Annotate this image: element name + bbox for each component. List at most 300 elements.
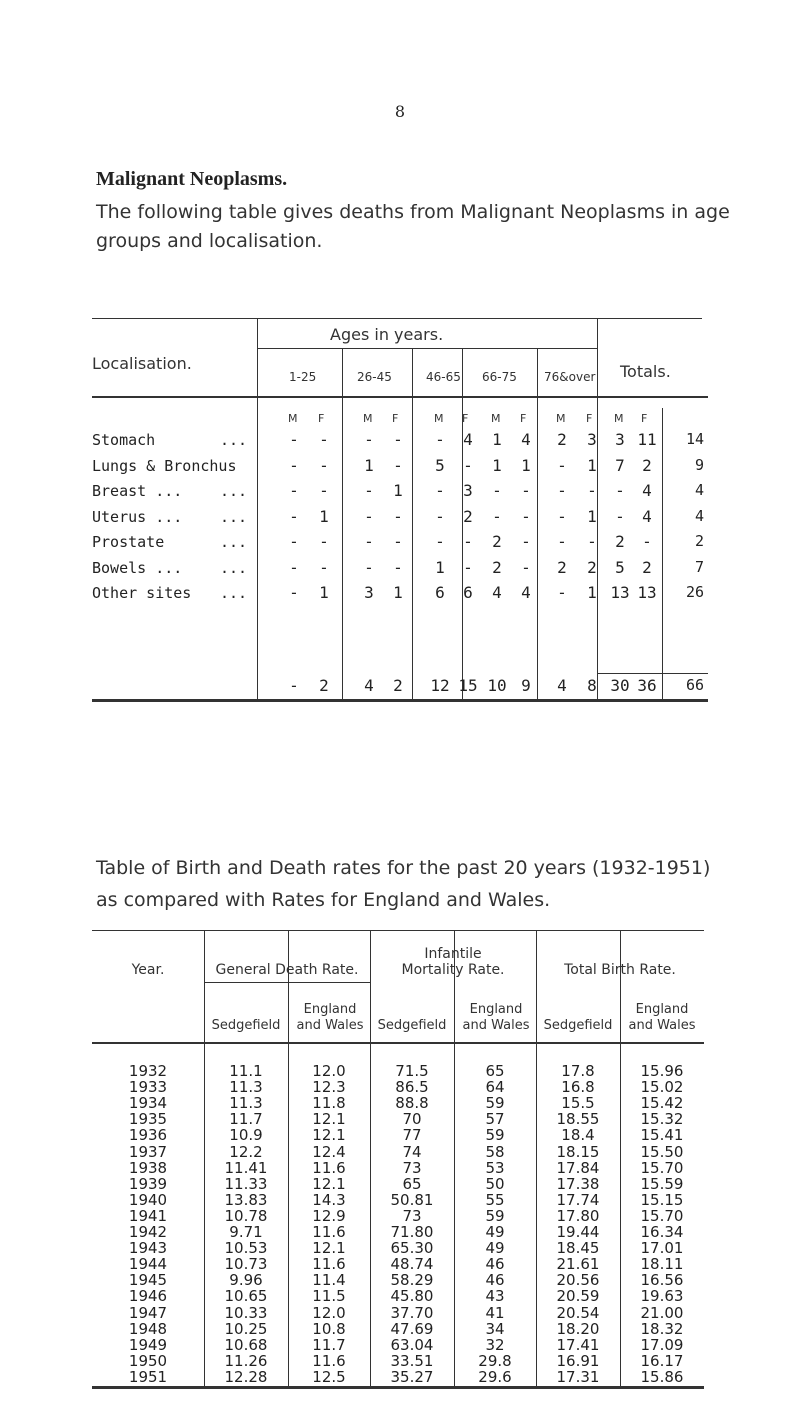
year-cell: 1945 <box>128 1271 168 1290</box>
grand-total: 66 <box>685 676 704 694</box>
table-cell: - <box>435 507 445 526</box>
rate-cell: 70 <box>402 1110 422 1129</box>
table-cell: - <box>521 532 531 551</box>
rate-cell: 49 <box>485 1223 505 1241</box>
table-cell: 1 <box>587 583 597 602</box>
sub-england: England <box>635 1002 689 1017</box>
age-group-header: 66-75 <box>482 370 517 384</box>
totals-cell: 2 <box>393 676 403 695</box>
table-rule <box>257 318 258 702</box>
bottom-rule <box>92 699 708 702</box>
rate-cell: 12.1 <box>312 1239 346 1258</box>
age-group-header: 46-65 <box>426 370 461 384</box>
rate-cell: 19.63 <box>640 1287 684 1306</box>
year-cell: 1938 <box>128 1158 168 1177</box>
totals-cell: - <box>289 676 299 695</box>
neoplasms-table <box>92 318 708 703</box>
table-cell: 1 <box>492 430 502 449</box>
sex-m-label: M <box>614 412 624 425</box>
rate-cell: 19.44 <box>556 1223 600 1241</box>
rate-cell: 17.41 <box>556 1335 600 1354</box>
rate-cell: 15.70 <box>640 1206 684 1225</box>
rate-cell: 15.15 <box>640 1190 684 1209</box>
rate-cell: 12.0 <box>312 1303 346 1322</box>
table-cell: - <box>435 481 445 500</box>
table-cell: 2 <box>642 456 652 475</box>
totals-cell: 4 <box>364 676 374 695</box>
rate-cell: 11.4 <box>312 1271 346 1290</box>
totals-cell: 2 <box>319 676 329 695</box>
sex-f-label: F <box>318 412 325 425</box>
sex-f-label: F <box>520 412 527 425</box>
rate-cell: 12.3 <box>312 1078 346 1097</box>
rate-cell: 18.32 <box>640 1319 684 1338</box>
table-cell: 1 <box>435 558 445 577</box>
table-cell: - <box>319 481 329 500</box>
table-cell: - <box>319 558 329 577</box>
year-cell: 1939 <box>128 1174 168 1193</box>
table-cell: - <box>289 430 299 449</box>
table-rule <box>537 348 538 702</box>
table-cell: - <box>289 532 299 551</box>
table-cell: 11 <box>637 430 657 449</box>
rate-cell: 48.74 <box>390 1255 434 1274</box>
table-cell: 2 <box>587 558 597 577</box>
rate-cell: 41 <box>485 1303 505 1322</box>
sex-m-label: M <box>434 412 444 425</box>
table-cell: 4 <box>463 430 473 449</box>
rate-cell: 17.8 <box>561 1062 595 1080</box>
rate-cell: 20.54 <box>556 1303 600 1322</box>
rate-cell: 17.09 <box>640 1335 684 1354</box>
rate-cell: 13.83 <box>224 1190 268 1209</box>
table-cell: 1 <box>393 481 403 500</box>
rate-cell: 18.55 <box>556 1110 600 1129</box>
year-cell: 1944 <box>128 1255 168 1274</box>
rate-cell: 15.42 <box>640 1094 684 1113</box>
table-cell: 1 <box>587 507 597 526</box>
header-totals: Totals. <box>620 362 671 381</box>
table-cell: - <box>463 456 473 475</box>
rate-cell: 20.56 <box>556 1271 600 1290</box>
rate-cell: 11.6 <box>312 1158 346 1177</box>
rate-cell: 63.04 <box>390 1335 434 1354</box>
sex-f-label: F <box>586 412 593 425</box>
table-cell: - <box>393 532 403 551</box>
rate-cell: 11.3 <box>229 1094 263 1113</box>
rate-cell: 12.1 <box>312 1110 346 1129</box>
rate-cell: 17.38 <box>556 1174 600 1193</box>
totals-cell: 15 <box>458 676 478 695</box>
rate-cell: 12.5 <box>312 1367 346 1386</box>
age-group-header: 76&over <box>544 370 596 384</box>
rate-cell: 10.33 <box>224 1303 268 1322</box>
table-cell: - <box>364 558 374 577</box>
rate-cell: 73 <box>402 1206 422 1225</box>
rates-table <box>92 930 708 1390</box>
rate-cell: 15.41 <box>640 1126 684 1145</box>
header-year: Year. <box>131 962 165 978</box>
year-cell: 1935 <box>128 1110 168 1129</box>
rate-cell: 50.81 <box>390 1190 434 1209</box>
table-cell: - <box>319 456 329 475</box>
rate-cell: 11.6 <box>312 1351 346 1370</box>
table-cell: - <box>364 430 374 449</box>
rate-cell: 74 <box>402 1142 422 1161</box>
rate-cell: 12.28 <box>224 1367 268 1386</box>
sex-m-label: M <box>556 412 566 425</box>
row-label: Bowels ... <box>92 559 183 577</box>
row-total: 9 <box>694 456 704 474</box>
rate-cell: 11.7 <box>229 1110 263 1129</box>
rate-cell: 17.74 <box>556 1190 600 1209</box>
table-cell: - <box>557 532 567 551</box>
table-cell: 5 <box>435 456 445 475</box>
rate-cell: 11.7 <box>312 1335 346 1354</box>
table-cell: - <box>393 430 403 449</box>
totals-cell: 30 <box>610 676 630 695</box>
top-rule <box>92 318 702 319</box>
rate-cell: 18.15 <box>556 1142 600 1161</box>
rate-cell: 11.26 <box>224 1351 268 1370</box>
row-label: Breast ... <box>92 482 183 500</box>
table-cell: - <box>642 532 652 551</box>
rate-cell: 59 <box>485 1094 505 1113</box>
rate-cell: 11.33 <box>224 1174 268 1193</box>
rate-cell: 16.91 <box>556 1351 600 1370</box>
year-cell: 1937 <box>128 1142 168 1161</box>
rate-cell: 17.80 <box>556 1206 600 1225</box>
table-cell: - <box>521 481 531 500</box>
row-label: Prostate <box>92 533 165 551</box>
year-cell: 1948 <box>128 1319 168 1338</box>
table-cell: 5 <box>615 558 625 577</box>
table-cell: - <box>393 558 403 577</box>
table-cell: 4 <box>521 583 531 602</box>
rate-cell: 18.4 <box>561 1126 595 1145</box>
sub-england: England <box>469 1002 523 1017</box>
table-cell: - <box>557 583 567 602</box>
table-cell: 2 <box>642 558 652 577</box>
rate-cell: 18.20 <box>556 1319 600 1338</box>
rate-cell: 29.6 <box>478 1367 512 1386</box>
row-dots: ... <box>220 508 248 526</box>
table-cell: - <box>615 507 625 526</box>
totals-cell: 4 <box>557 676 567 695</box>
rate-cell: 17.01 <box>640 1239 684 1258</box>
table-cell: - <box>289 507 299 526</box>
row-total: 4 <box>694 507 704 525</box>
table-cell: 1 <box>521 456 531 475</box>
table-cell: 1 <box>492 456 502 475</box>
row-dots: ... <box>220 559 248 577</box>
table-cell: 1 <box>364 456 374 475</box>
rate-cell: 16.34 <box>640 1223 684 1241</box>
sex-m-label: M <box>363 412 373 425</box>
table-cell: 2 <box>492 558 502 577</box>
table-cell: 13 <box>637 583 657 602</box>
table-cell: 4 <box>521 430 531 449</box>
rate-cell: 71.5 <box>395 1062 429 1080</box>
row-label: Stomach <box>92 431 156 449</box>
table-cell: 1 <box>393 583 403 602</box>
rate-cell: 32 <box>485 1335 505 1354</box>
table-cell: 4 <box>642 481 652 500</box>
table-cell: - <box>557 456 567 475</box>
rate-cell: 65.30 <box>390 1239 434 1258</box>
table-cell: - <box>289 583 299 602</box>
age-group-header: 26-45 <box>357 370 392 384</box>
table-cell: - <box>521 558 531 577</box>
year-cell: 1943 <box>128 1239 168 1258</box>
rate-cell: 10.68 <box>224 1335 268 1354</box>
sex-f-label: F <box>462 412 469 425</box>
rate-cell: 11.41 <box>224 1158 268 1177</box>
rate-cell: 59 <box>485 1206 505 1225</box>
rate-cell: 12.0 <box>312 1062 346 1080</box>
rate-cell: 15.70 <box>640 1158 684 1177</box>
table-cell: - <box>492 481 502 500</box>
header-birth-rate: Total Birth Rate. <box>564 962 676 978</box>
table-cell: 2 <box>557 430 567 449</box>
row-label: Other sites <box>92 584 192 602</box>
table-cell: - <box>587 532 597 551</box>
table-cell: 4 <box>642 507 652 526</box>
top-rule <box>92 930 704 931</box>
rates-intro: Table of Birth and Death rates for the past 20 years (1932-1951) as compared with Rates for England and Wales. <box>96 857 711 911</box>
rate-cell: 15.02 <box>640 1078 684 1097</box>
rate-cell: 15.32 <box>640 1110 684 1129</box>
totals-cell: 8 <box>587 676 597 695</box>
rate-cell: 77 <box>402 1126 422 1145</box>
year-cell: 1947 <box>128 1303 168 1322</box>
rate-cell: 45.80 <box>390 1287 434 1306</box>
year-cell: 1932 <box>128 1062 168 1080</box>
rate-cell: 15.50 <box>640 1142 684 1161</box>
table-cell: - <box>289 481 299 500</box>
year-cell: 1934 <box>128 1094 168 1113</box>
rate-cell: 43 <box>485 1287 505 1306</box>
row-total: 26 <box>685 583 704 601</box>
bottom-rule <box>92 1386 704 1389</box>
rate-cell: 11.1 <box>229 1062 263 1080</box>
table-cell: - <box>557 507 567 526</box>
sex-m-label: M <box>288 412 298 425</box>
death-subrule <box>204 982 370 983</box>
table-cell: - <box>463 532 473 551</box>
rate-cell: 10.25 <box>224 1319 268 1338</box>
table-cell: - <box>364 481 374 500</box>
rate-cell: 49 <box>485 1239 505 1258</box>
rate-cell: 71.80 <box>390 1223 434 1241</box>
table-cell: 2 <box>463 507 473 526</box>
rate-cell: 73 <box>402 1158 422 1177</box>
rate-cell: 21.00 <box>640 1303 684 1322</box>
rate-cell: 11.8 <box>312 1094 346 1113</box>
table-cell: - <box>364 507 374 526</box>
rate-cell: 65 <box>402 1174 422 1193</box>
header-rule <box>92 1042 704 1044</box>
table-cell: 2 <box>492 532 502 551</box>
header-ages: Ages in years. <box>330 325 444 344</box>
sub-sedgefield: Sedgefield <box>543 1018 613 1033</box>
rate-cell: 16.8 <box>561 1078 595 1097</box>
header-rule <box>92 396 708 398</box>
rate-cell: 35.27 <box>390 1367 434 1386</box>
table-cell: 6 <box>435 583 445 602</box>
rate-cell: 17.84 <box>556 1158 600 1177</box>
table-cell: 3 <box>615 430 625 449</box>
rate-cell: 12.9 <box>312 1206 346 1225</box>
year-cell: 1940 <box>128 1190 168 1209</box>
rate-cell: 12.4 <box>312 1142 346 1161</box>
row-dots: ... <box>220 482 248 500</box>
table-cell: 4 <box>492 583 502 602</box>
rate-cell: 16.56 <box>640 1271 684 1290</box>
year-cell: 1949 <box>128 1335 168 1354</box>
table-cell: 2 <box>615 532 625 551</box>
rate-cell: 15.86 <box>640 1367 684 1386</box>
rate-cell: 15.96 <box>640 1062 684 1080</box>
sex-f-label: F <box>392 412 399 425</box>
rate-cell: 16.17 <box>640 1351 684 1370</box>
rate-cell: 10.8 <box>312 1319 346 1338</box>
row-total: 7 <box>694 558 704 576</box>
table-cell: - <box>289 456 299 475</box>
rate-cell: 10.9 <box>229 1126 263 1145</box>
sub-england: England <box>303 1002 357 1017</box>
rate-cell: 88.8 <box>395 1094 429 1113</box>
table-cell: - <box>615 481 625 500</box>
table-cell: - <box>319 430 329 449</box>
rate-cell: 10.73 <box>224 1255 268 1274</box>
rate-cell: 65 <box>485 1062 505 1080</box>
table-cell: - <box>319 532 329 551</box>
table-cell: 3 <box>364 583 374 602</box>
row-total: 4 <box>694 481 704 499</box>
table-cell: 3 <box>587 430 597 449</box>
rate-cell: 29.8 <box>478 1351 512 1370</box>
table-cell: - <box>521 507 531 526</box>
rate-cell: 10.53 <box>224 1239 268 1258</box>
rate-cell: 34 <box>485 1319 505 1338</box>
header-localisation: Localisation. <box>92 354 192 373</box>
rate-cell: 11.5 <box>312 1287 346 1306</box>
rate-cell: 9.71 <box>229 1223 263 1241</box>
row-dots: ... <box>220 584 248 602</box>
rate-cell: 17.31 <box>556 1367 600 1386</box>
rate-cell: 58 <box>485 1142 505 1161</box>
header-infant-1: Infantile <box>424 946 482 962</box>
sub-wales: and Wales <box>296 1018 364 1033</box>
table-cell: 1 <box>587 456 597 475</box>
page-number: 8 <box>394 102 406 121</box>
table-cell: - <box>435 532 445 551</box>
rate-cell: 21.61 <box>556 1255 600 1274</box>
rate-cell: 10.78 <box>224 1206 268 1225</box>
rate-cell: 47.69 <box>390 1319 434 1338</box>
age-group-header: 1-25 <box>289 370 317 384</box>
table-rule <box>412 348 413 702</box>
header-infant-2: Mortality Rate. <box>401 962 505 978</box>
rate-cell: 12.1 <box>312 1126 346 1145</box>
table-rule <box>342 348 343 702</box>
year-cell: 1942 <box>128 1223 168 1241</box>
rate-cell: 12.2 <box>229 1142 263 1161</box>
sub-sedgefield: Sedgefield <box>377 1018 447 1033</box>
rate-cell: 12.1 <box>312 1174 346 1193</box>
row-label: Lungs & Bronchus <box>92 457 237 475</box>
sex-f-label: F <box>641 412 648 425</box>
table-cell: - <box>435 430 445 449</box>
table-cell: 7 <box>615 456 625 475</box>
row-total: 14 <box>685 430 704 448</box>
rate-cell: 46 <box>485 1255 505 1274</box>
year-cell: 1950 <box>128 1351 168 1370</box>
table-cell: 13 <box>610 583 630 602</box>
table-cell: - <box>463 558 473 577</box>
table-cell: 3 <box>463 481 473 500</box>
table-cell: - <box>557 481 567 500</box>
sub-wales: and Wales <box>628 1018 696 1033</box>
year-cell: 1936 <box>128 1126 168 1145</box>
sub-sedgefield: Sedgefield <box>211 1018 281 1033</box>
intro-text: The following table gives deaths from Malignant Neoplasms in age groups and localisation. <box>96 201 730 252</box>
table-cell: - <box>393 456 403 475</box>
rate-cell: 11.6 <box>312 1223 346 1241</box>
row-dots: ... <box>220 431 248 449</box>
row-dots: ... <box>220 533 248 551</box>
table-cell: - <box>587 481 597 500</box>
table-cell: 6 <box>463 583 473 602</box>
rate-cell: 15.59 <box>640 1174 684 1193</box>
rate-cell: 46 <box>485 1271 505 1290</box>
rate-cell: 33.51 <box>390 1351 434 1370</box>
year-cell: 1933 <box>128 1078 168 1097</box>
totals-cell: 36 <box>637 676 657 695</box>
ages-subrule <box>257 348 597 349</box>
rate-cell: 20.59 <box>556 1287 600 1306</box>
rate-cell: 53 <box>485 1158 505 1177</box>
table-cell: - <box>393 507 403 526</box>
row-total: 2 <box>694 532 704 550</box>
table-cell: - <box>492 507 502 526</box>
year-cell: 1941 <box>128 1206 168 1225</box>
rate-cell: 9.96 <box>229 1271 263 1290</box>
sex-m-label: M <box>491 412 501 425</box>
rate-cell: 57 <box>485 1110 505 1129</box>
table-cell: - <box>289 558 299 577</box>
table-cell: - <box>364 532 374 551</box>
rate-cell: 10.65 <box>224 1287 268 1306</box>
rate-cell: 18.11 <box>640 1255 684 1274</box>
totals-subrule <box>597 673 708 674</box>
table-cell: 1 <box>319 507 329 526</box>
totals-cell: 9 <box>521 676 531 695</box>
totals-cell: 12 <box>430 676 450 695</box>
table-cell: 2 <box>557 558 567 577</box>
header-death-rate: General Death Rate. <box>215 962 359 978</box>
year-cell: 1946 <box>128 1287 168 1306</box>
rate-cell: 64 <box>485 1078 505 1097</box>
rate-cell: 59 <box>485 1126 505 1145</box>
rate-cell: 58.29 <box>390 1271 434 1290</box>
rate-cell: 18.45 <box>556 1239 600 1258</box>
rate-cell: 14.3 <box>312 1190 346 1209</box>
rate-cell: 11.6 <box>312 1255 346 1274</box>
row-label: Uterus ... <box>92 508 183 526</box>
table-cell: 1 <box>319 583 329 602</box>
